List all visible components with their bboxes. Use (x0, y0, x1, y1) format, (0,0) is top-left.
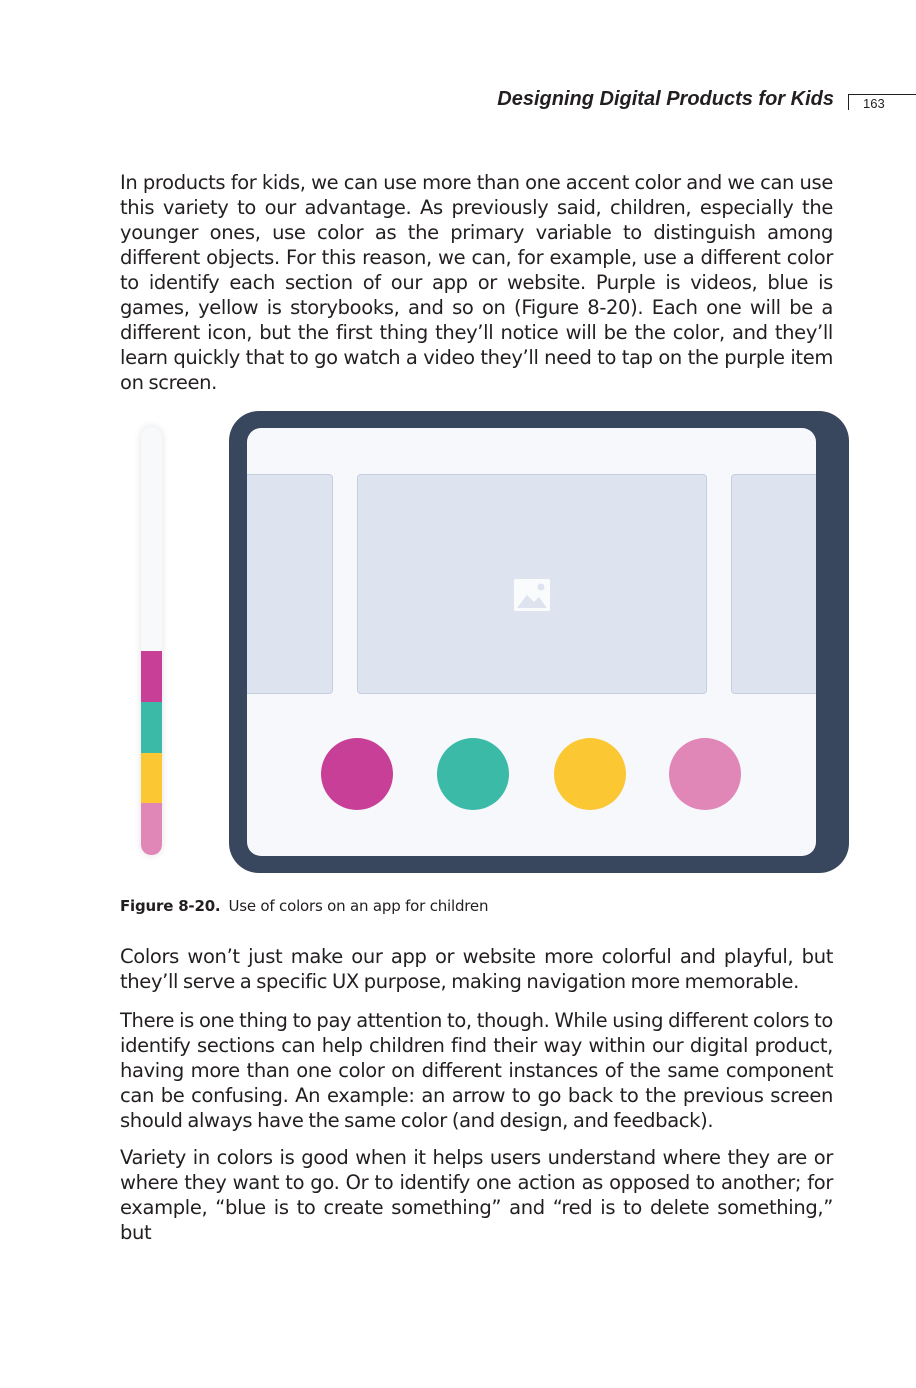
figure-caption (120, 896, 488, 916)
bar-segment-teal (141, 702, 162, 753)
figure-caption-text: Use of colors on an app for children (228, 897, 489, 915)
figure-label: Figure 8-20. (120, 897, 221, 915)
page-number: 163 (848, 94, 916, 110)
bar-segment-magenta (141, 651, 162, 702)
paragraph: In products for kids, we can use more than one accent color and we can use this variety to our advantage. As previously said, children, especially the younger ones, use color as the primary variable to distinguish among different objects. For this reason, we can, for example, use a different color to identify each section of our app or website. Purple is videos, blue is games, yellow is storybooks, and so on (Figure 8-20). Each one will be a different icon, but the first thing they’ll notice will be the color, and they’ll learn quickly that to go watch a video they’ll need to tap on the purple item on screen. (120, 171, 833, 394)
bar-segment-pink (141, 803, 162, 855)
paragraph: Colors won’t just make our app or website more colorful and playful, but they’ll serve a specific UX purpose, making navigation more memorable. (120, 945, 833, 993)
paragraph: There is one thing to pay attention to, though. While using different colors to identify sections can help children find their way within our digital product, having more than one color on different instances of the same component can be confusing. An example: an arrow to go back to the previous screen should always have the same color (and design, and feedback). (120, 1009, 833, 1132)
section-button-magenta (321, 738, 393, 810)
carousel-card-center (357, 474, 707, 694)
image-placeholder-icon (513, 578, 551, 612)
section-button-pink (669, 738, 741, 810)
carousel-card-left (247, 474, 333, 694)
color-scroll-bar (141, 427, 162, 855)
carousel-card-right (731, 474, 816, 694)
paragraph: Variety in colors is good when it helps users understand where they are or where they want to go. Or to identify one action as opposed to another; for example, “blue is to create something” and “red is to delete something,” but (120, 1146, 833, 1244)
section-button-teal (437, 738, 509, 810)
tablet-screen (247, 428, 816, 856)
running-title: Designing Digital Products for Kids (497, 88, 834, 110)
bar-segment-yellow (141, 753, 162, 803)
section-button-yellow (554, 738, 626, 810)
